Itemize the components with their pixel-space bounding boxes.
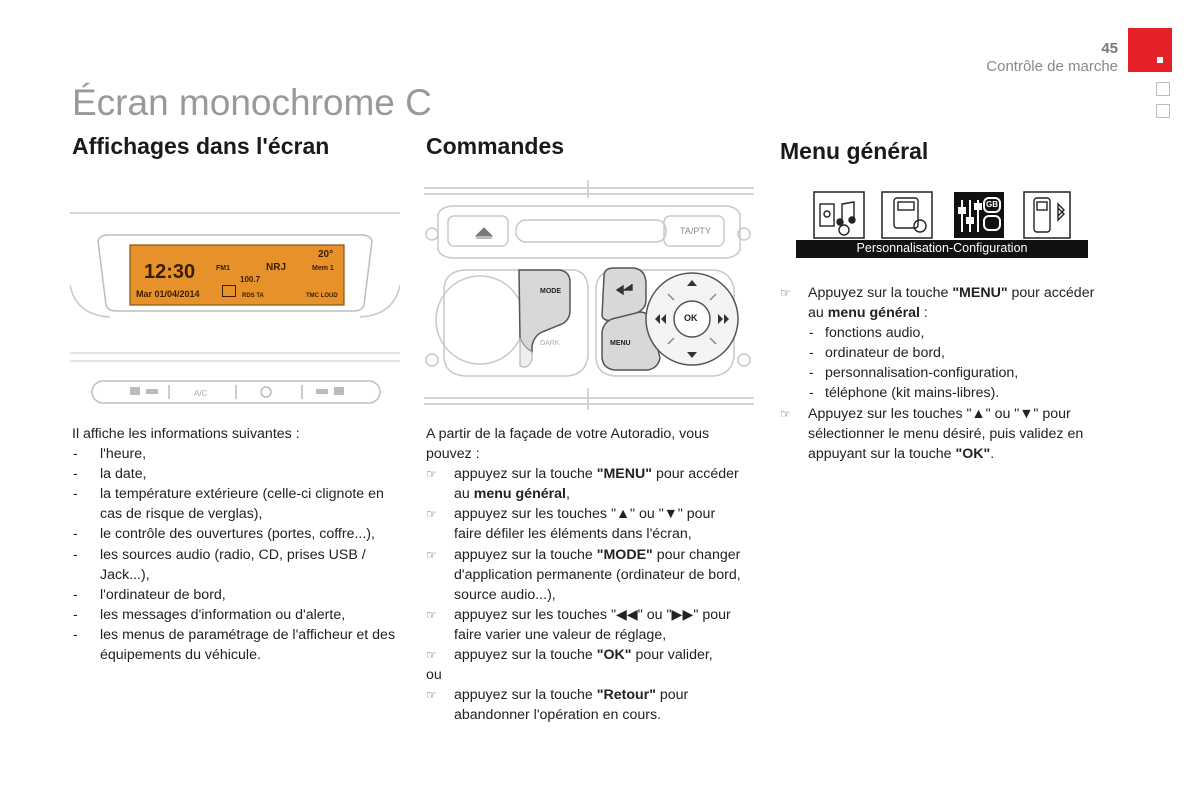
- display-info-list: [72, 444, 402, 665]
- pointing-hand-icon: ☞: [426, 467, 437, 482]
- page-number: 45: [1101, 40, 1118, 57]
- list-item: - ordinateur de bord,: [808, 343, 1100, 363]
- display-memory: Mem 1: [312, 265, 334, 272]
- pointing-hand-icon: ☞: [780, 406, 791, 421]
- panel-text-layer: [424, 180, 754, 410]
- list-item: - téléphone (kit mains-libres).: [808, 383, 1100, 403]
- doors-icon: [222, 285, 236, 297]
- pointing-hand-icon: ☞: [426, 688, 437, 703]
- menu-text-layer: [794, 190, 1090, 262]
- controls-list: [426, 464, 746, 665]
- list-item: - fonctions audio,: [808, 323, 1100, 343]
- menu-description: [780, 283, 1100, 464]
- menu-sublist: [808, 323, 1100, 403]
- pointing-hand-icon: ☞: [426, 507, 437, 522]
- display-date: Mar 01/04/2014: [136, 289, 200, 299]
- list-item: ☞ appuyez sur les touches "▲" ou "▼" pour faire défiler les éléments dans l'écran,: [426, 506, 716, 543]
- display-description: [72, 424, 402, 665]
- gb-label: GB: [986, 200, 998, 209]
- chapter-tab-empty: [1156, 104, 1170, 118]
- controls-intro: A partir de la façade de votre Autoradio, vous pouvez :: [426, 426, 710, 463]
- display-heading: Affichages dans l'écran: [72, 133, 330, 159]
- list-item: ☞ appuyez sur la touche "OK" pour valider,: [426, 645, 746, 665]
- or-separator: ou: [426, 667, 442, 684]
- list-item: - le contrôle des ouvertures (portes, coffre...),: [72, 524, 402, 544]
- list-item: ☞ appuyez sur la touche "MENU" pour accéder au menu général,: [426, 466, 739, 503]
- list-item: - les sources audio (radio, CD, prises USB / Jack...),: [72, 545, 402, 585]
- pointing-hand-icon: ☞: [426, 547, 437, 562]
- display-intro: Il affiche les informations suivantes :: [72, 426, 300, 442]
- display-station: NRJ: [266, 262, 287, 273]
- list-item: - les menus de paramétrage de l'afficheur et des équipements du véhicule.: [72, 625, 402, 665]
- menu-caption: Personnalisation-Configuration: [856, 241, 1028, 255]
- list-item: ☞ appuyez sur la touche "MODE" pour changer d'application permanente (ordinateur de bord, source audio...),: [426, 546, 741, 603]
- menu-list: [780, 283, 1100, 464]
- display-rds: RDS TA: [242, 293, 264, 299]
- list-item: ☞ appuyez sur la touche "Retour" pour abandonner l'opération en cours.: [426, 687, 689, 724]
- mode-button: MODE: [540, 288, 561, 295]
- list-item: ☞ Appuyez sur les touches "▲" ou "▼" pour sélectionner le menu désiré, puis validez en appuyant sur la touche "OK".: [780, 405, 1084, 462]
- chapter-marker: [1157, 57, 1163, 63]
- chapter-tab: [1128, 28, 1172, 72]
- ac-label: A/C: [194, 389, 208, 398]
- controls-heading: Commandes: [426, 133, 565, 159]
- menu-heading: Menu général: [780, 138, 929, 164]
- list-item: - l'ordinateur de bord,: [72, 585, 402, 605]
- list-item: - l'heure,: [72, 444, 402, 464]
- section-title: Contrôle de marche: [986, 58, 1118, 75]
- display-frequency: 100.7: [240, 275, 261, 284]
- ok-button: OK: [684, 313, 698, 323]
- pointing-hand-icon: ☞: [780, 286, 791, 300]
- list-item: ☞ Appuyez sur la touche "MENU" pour accéder au menu général : - fonctions audio, - ordinateur de bord, - personnalisation-configuration, - téléphone (kit mains-libres).: [780, 283, 1100, 404]
- controls-list-cont: [426, 685, 746, 725]
- page-title: Écran monochrome C: [72, 82, 432, 123]
- display-temperature: 20°: [318, 249, 334, 260]
- list-item: - les messages d'information ou d'alerte,: [72, 605, 402, 625]
- controls-description: [426, 424, 746, 725]
- list-item: - la température extérieure (celle-ci clignote en cas de risque de verglas),: [72, 484, 402, 524]
- ta-pty-button: TA/PTY: [680, 226, 711, 236]
- display-text-layer: [70, 205, 400, 405]
- pointing-hand-icon: ☞: [426, 607, 437, 622]
- display-band: FM1: [216, 265, 230, 272]
- list-item: - la date,: [72, 464, 402, 484]
- dark-button: DARK: [540, 340, 560, 347]
- pointing-hand-icon: ☞: [426, 648, 437, 663]
- list-item: - personnalisation-configuration,: [808, 363, 1100, 383]
- display-tmc: TMC LOUD: [306, 293, 338, 299]
- list-item: ☞ appuyez sur les touches "◀◀" ou "▶▶" pour faire varier une valeur de réglage,: [426, 606, 731, 643]
- menu-button: MENU: [610, 340, 631, 347]
- display-time: 12:30: [144, 261, 196, 283]
- chapter-tab-empty: [1156, 82, 1170, 96]
